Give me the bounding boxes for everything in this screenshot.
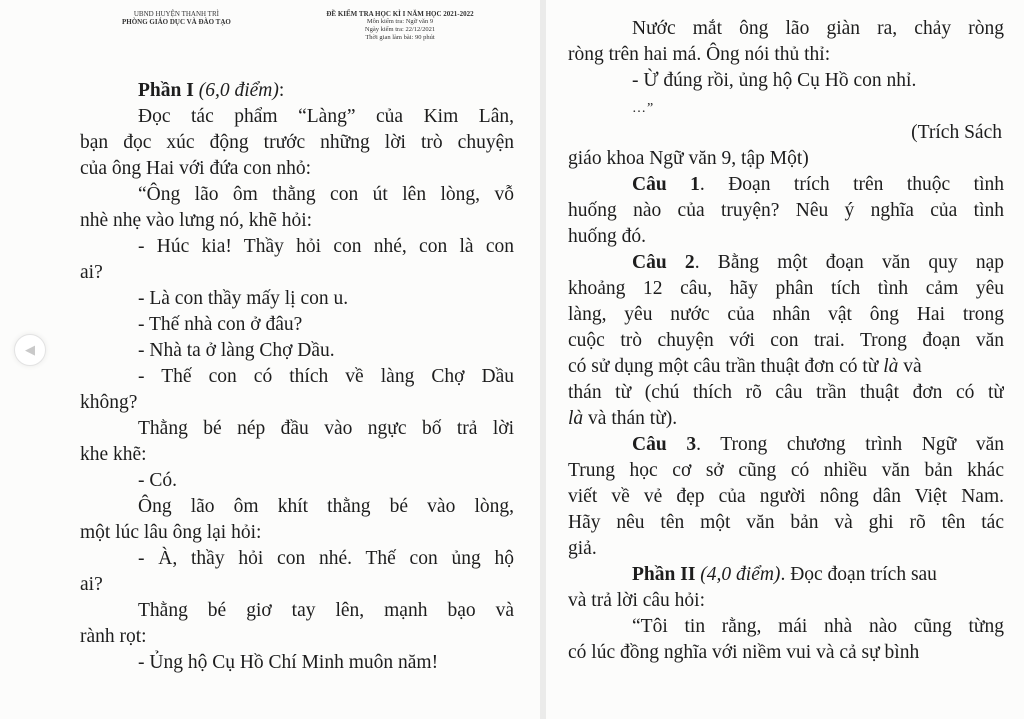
text-line: và trả lời câu hỏi:	[568, 590, 706, 611]
part1-heading: Phần I (6,0 điểm):	[138, 80, 285, 101]
question-3: Câu 3. Trong chương trình Ngữ văn	[632, 434, 1004, 455]
text-line: khe khẽ:	[80, 444, 147, 465]
text-line: ai?	[80, 574, 103, 595]
header-department: PHÒNG GIÁO DỤC VÀ ĐÀO TẠO	[122, 18, 231, 26]
text-line: Đọc tác phẩm “Làng” của Kim Lân,	[138, 106, 514, 127]
text-line: của ông Hai với đứa con nhỏ:	[80, 158, 311, 179]
text-line: có sử dụng một câu trần thuật đơn có từ là và	[568, 356, 922, 377]
text-line: Thằng bé giơ tay lên, mạnh bạo và	[138, 600, 514, 621]
left-column	[80, 78, 514, 676]
text-line: có lúc đồng nghĩa với niềm vui và cả sự bình	[568, 642, 920, 663]
question-1: Câu 1. Đoạn trích trên thuộc tình	[632, 174, 1004, 195]
text-line: là và thán từ).	[568, 408, 678, 429]
chevron-left-icon: ◀	[25, 342, 35, 358]
text-line: khoảng 12 câu, hãy phân tích tình cảm yêu	[568, 278, 1004, 299]
text-line: Hãy nêu tên một văn bản và ghi rõ tên tác	[568, 512, 1004, 533]
text-line: làng, yêu nước của nhân vật ông Hai trong	[568, 304, 1004, 325]
header-subject: Môn kiểm tra: Ngữ văn 9	[366, 18, 434, 25]
text-line: - Ừ đúng rồi, ủng hộ Cụ Hồ con nhỉ.	[632, 70, 917, 91]
text-line: Thằng bé nép đầu vào ngực bố trả lời	[138, 418, 514, 439]
previous-page-button[interactable]	[14, 334, 46, 366]
text-line: giả.	[568, 538, 597, 559]
text-line: bạn đọc xúc động trước những lời trò chuyện	[80, 132, 514, 153]
text-line: …”	[632, 101, 655, 116]
text-line: huống nào của truyện? Nêu ý nghĩa của tình	[568, 200, 1004, 221]
text-line: - À, thầy hỏi con nhé. Thế con ủng hộ	[138, 548, 514, 569]
text-line: không?	[80, 392, 138, 413]
text-line: - Là con thầy mấy lị con u.	[138, 288, 349, 309]
text-line: - Có.	[138, 470, 177, 491]
text-line: rành rọt:	[80, 626, 147, 647]
text-line: ròng trên hai má. Ông nói thủ thỉ:	[568, 44, 831, 65]
header-exam-title: ĐỀ KIỂM TRA HỌC KÌ I NĂM HỌC 2021-2022	[326, 10, 474, 18]
text-line: ai?	[80, 262, 103, 283]
header-district: UBND HUYỆN THANH TRÌ	[133, 10, 219, 18]
text-line: Nước mắt ông lão giàn ra, chảy ròng	[632, 18, 1004, 39]
text-line: thán từ (chú thích rõ câu trần thuật đơn có từ	[568, 382, 1004, 403]
text-line: - Thế con có thích về làng Chợ Dầu	[138, 366, 514, 387]
text-line: - Thế nhà con ở đâu?	[138, 314, 303, 335]
citation-line: giáo khoa Ngữ văn 9, tập Một)	[568, 148, 809, 169]
header-left	[122, 10, 231, 26]
text-line: cuộc trò chuyện với con trai. Trong đoạn văn	[568, 330, 1004, 351]
citation-line: (Trích Sách	[911, 122, 1002, 143]
text-line: Trung học cơ sở cũng có nhiều văn bản khác	[568, 460, 1004, 481]
text-line: - Nhà ta ở làng Chợ Dầu.	[138, 340, 335, 361]
question-2: Câu 2. Bằng một đoạn văn quy nạp	[632, 252, 1004, 273]
part2-heading: Phần II (4,0 điểm). Đọc đoạn trích sau	[632, 564, 937, 585]
text-line: huống đó.	[568, 226, 646, 247]
text-line: “Ông lão ôm thằng con út lên lòng, vỗ	[138, 184, 514, 205]
header-date: Ngày kiểm tra: 22/12/2021	[364, 26, 436, 33]
text-line: - Ủng hộ Cụ Hồ Chí Minh muôn năm!	[138, 652, 439, 673]
text-line: “Tôi tin rằng, mái nhà nào cũng từng	[632, 616, 1004, 637]
right-column	[568, 16, 1004, 666]
text-line: viết về vẻ đẹp của người nông dân Việt Nam.	[568, 486, 1004, 507]
text-line: một lúc lâu ông lại hỏi:	[80, 522, 262, 543]
text-line: nhè nhẹ vào lưng nó, khẽ hỏi:	[80, 210, 313, 231]
text-line: Ông lão ôm khít thằng bé vào lòng,	[138, 496, 514, 517]
header-right	[300, 10, 500, 42]
text-line: - Húc kia! Thầy hỏi con nhé, con là con	[138, 236, 514, 257]
header-duration: Thời gian làm bài: 90 phút	[365, 34, 435, 41]
